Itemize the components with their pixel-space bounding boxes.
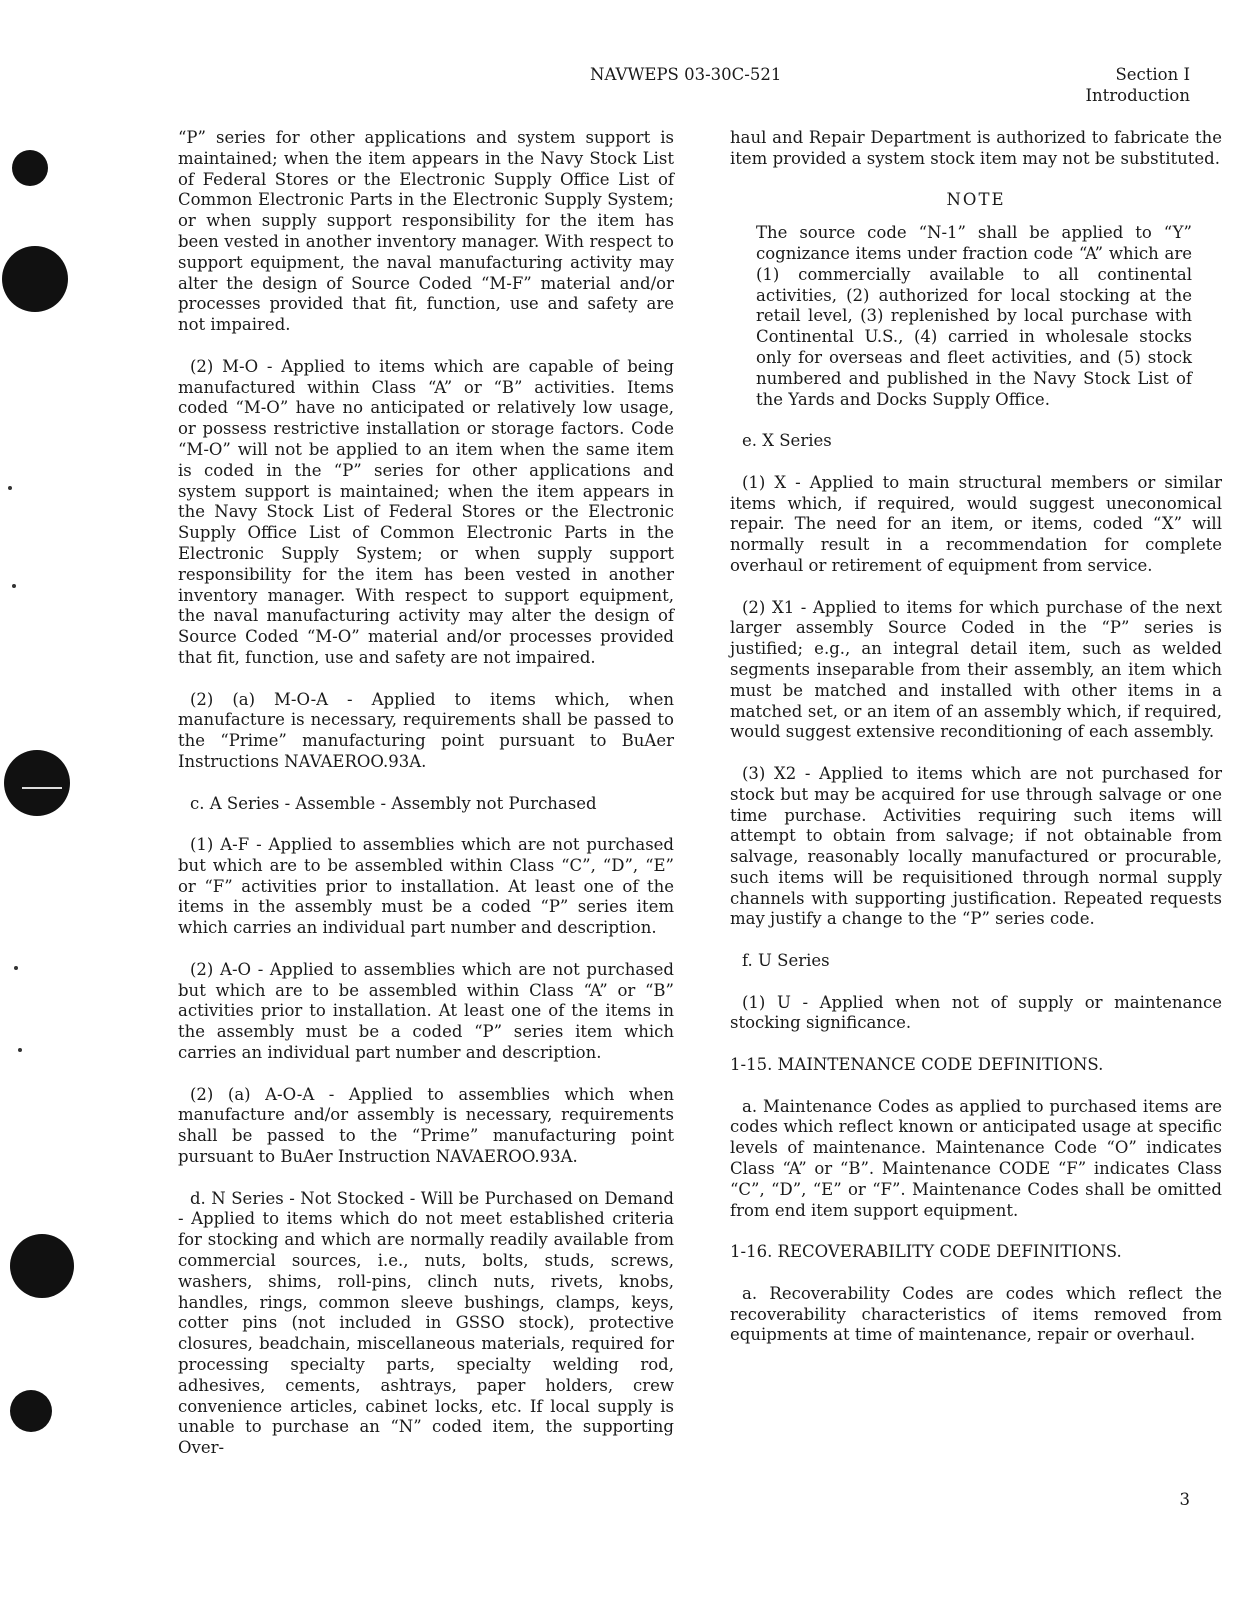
subsection-heading: e. X Series: [742, 431, 832, 451]
punch-hole-1: [12, 150, 48, 186]
paragraph: (2) M-O - Applied to items which are capable of being manufactured within Class “A” or “B” activities. Items coded “M-O” have no anticipated or relatively low usage, or possess restrictive installation or storage factors. Code “M-O” will not be applied to an item when the same item is coded in the “P” series for other applications and system support is maintained; when the item appears in the Navy Stock List of Federal Stores or the Electronic Supply Office List of Common Electronic Parts in the Electronic Supply System; or when supply support responsibility for the item has been vested in another inventory manager. With respect to support equipment, the naval manufacturing activity may alter the design of Source Coded “M-O” material and/or processes provided that fit, function, use and safety are not impaired.: [178, 356, 674, 667]
paragraph: (2) (a) A-O-A - Applied to assemblies which when manufacture and/or assembly is necessary, requirements shall be passed to the “Prime” manufacturing point pursuant to BuAer Instruction NAVAEROO.93A.: [178, 1084, 674, 1167]
right-column: [730, 128, 1222, 1367]
scan-speck: [18, 1048, 22, 1052]
punch-hole-2: [2, 246, 68, 312]
note-title: NOTE: [946, 190, 1006, 210]
paragraph: “P” series for other applications and system support is maintained; when the item appears in the Navy Stock List of Federal Stores or the Electronic Supply Office List of Common Electronic Parts in the Electronic Supply System; or when supply support responsibility for the item has been vested in another inventory manager. With respect to support equipment, the naval manufacturing activity may alter the design of Source Coded “M-F” material and/or processes provided that fit, function, use and safety are not impaired.: [178, 128, 674, 335]
paragraph: d. N Series - Not Stocked - Will be Purchased on Demand - Applied to items which do not meet established criteria for stocking and which are normally readily available from commercial sources, i.e., nuts, bolts, studs, screws, washers, shims, roll-pins, clinch nuts, rivets, knobs, handles, rings, common sleeve bushings, clamps, keys, cotter pins (not included in GSSO stock), protective closures, beadchain, miscellaneous materials, required for processing specialty parts, specialty welding rod, adhesives, cements, ashtrays, paper holders, crew convenience articles, cabinet locks, etc. If local supply is unable to purchase an “N” coded item, the supporting Over-: [178, 1188, 674, 1458]
paragraph: (2) (a) M-O-A - Applied to items which, when manufacture is necessary, requirements shall be passed to the “Prime” manufacturing point pursuant to BuAer Instructions NAVAEROO.93A.: [178, 689, 674, 771]
punch-hole-mark: [22, 787, 62, 789]
paragraph: a. Recoverability Codes are codes which reflect the recoverability characteristics of items removed from equipments at time of maintenance, repair or overhaul.: [730, 1283, 1222, 1345]
scan-speck: [14, 966, 18, 970]
section-heading: 1-15. MAINTENANCE CODE DEFINITIONS.: [730, 1055, 1104, 1075]
paragraph: (3) X2 - Applied to items which are not purchased for stock but may be acquired for use through salvage or one time purchase. Activities requiring such items will attempt to obtain from salvage; if not obtainable from salvage, reasonably locally manufactured or procurable, such items will be requisitioned through normal supply channels with supporting justification. Repeated requests may justify a change to the “P” series code.: [730, 763, 1222, 929]
note-body: The source code “N-1” shall be applied to “Y” cognizance items under fraction code “A” which are (1) commercially available to all continental activities, (2) authorized for local stocking at the retail level, (3) replenished by local purchase with Continental U.S., (4) carried in wholesale stocks only for overseas and fleet activities, and (5) stock numbered and published in the Navy Stock List of the Yards and Docks Supply Office.: [756, 223, 1192, 409]
punch-hole-4: [10, 1234, 74, 1298]
document-number: NAVWEPS 03-30C-521: [590, 65, 782, 84]
scan-speck: [12, 584, 16, 588]
subsection-heading: c. A Series - Assemble - Assembly not Purchased: [190, 793, 597, 813]
page-number: 3: [1179, 1490, 1190, 1509]
subsection-heading: f. U Series: [742, 951, 830, 971]
scan-speck: [8, 486, 12, 490]
section-title: Introduction: [1085, 86, 1190, 105]
punch-hole-5: [10, 1390, 52, 1432]
paragraph: (1) U - Applied when not of supply or maintenance stocking significance.: [730, 992, 1222, 1033]
section-heading: 1-16. RECOVERABILITY CODE DEFINITIONS.: [730, 1242, 1122, 1262]
left-column: [178, 128, 674, 1480]
paragraph: (1) X - Applied to main structural members or similar items which, if required, would suggest uneconomical repair. The need for an item, or items, coded “X” will normally result in a recommendation for complete overhaul or retirement of equipment from service.: [730, 472, 1222, 575]
paragraph: (2) X1 - Applied to items for which purchase of the next larger assembly Source Coded in the “P” series is justified; e.g., an integral detail item, such as welded segments inseparable from their assembly, an item which must be matched and installed with other items in a matched set, or an item of an assembly which, if required, would suggest extensive reconditioning of each assembly.: [730, 597, 1222, 742]
paragraph: haul and Repair Department is authorized to fabricate the item provided a system stock item may not be substituted.: [730, 128, 1222, 168]
paragraph: a. Maintenance Codes as applied to purchased items are codes which reflect known or anticipated usage at specific levels of maintenance. Maintenance Code “O” indicates Class “A” or “B”. Maintenance CODE “F” indicates Class “C”, “D”, “E” or “F”. Maintenance Codes shall be omitted from end item support equipment.: [730, 1096, 1222, 1220]
paragraph: (2) A-O - Applied to assemblies which are not purchased but which are to be assembled within Class “A” or “B” activities prior to installation. At least one of the items in the assembly must be a coded “P” series item which carries an individual part number and description.: [178, 959, 674, 1063]
punch-hole-3: [4, 750, 70, 816]
paragraph: (1) A-F - Applied to assemblies which are not purchased but which are to be assembled within Class “C”, “D”, “E” or “F” activities prior to installation. At least one of the items in the assembly must be a coded “P” series item which carries an individual part number and description.: [178, 835, 674, 938]
section-label: Section I: [1115, 65, 1190, 84]
section-header: [1086, 64, 1191, 106]
